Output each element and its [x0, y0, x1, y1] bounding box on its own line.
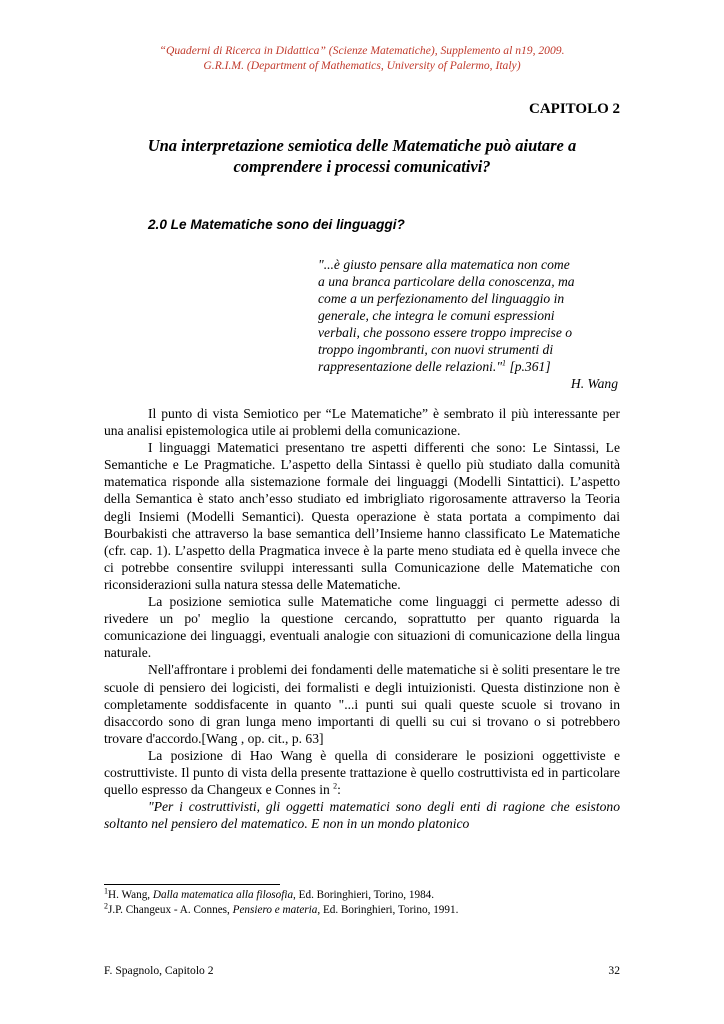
footnote-text: H. Wang, [108, 889, 153, 901]
quoted-paragraph: "Per i costruttivisti, gli oggetti matematici sono degli enti di ragione che esistono soltanto nel pensiero del matematico. E non in un mondo platonico [104, 799, 620, 832]
quote-line: a una branca particolare della conoscenza, ma [318, 274, 575, 289]
footnote-text: , Ed. Boringhieri, Torino, 1984. [293, 889, 435, 901]
quote-line-text: rappresentazione delle relazioni." [318, 359, 503, 374]
header-line-2: G.R.I.M. (Department of Mathematics, University of Palermo, Italy) [203, 59, 521, 72]
paragraph [104, 747, 620, 798]
header-line-1: “Quaderni di Ricerca in Didattica” (Scienze Matematiche), Supplemento al n19, 2009. [159, 44, 565, 57]
paragraph: I linguaggi Matematici presentano tre aspetti differenti che sono: Le Sintassi, Le Semantiche e Le Pragmatiche. L’aspetto della Sintassi è quello più studiato dalla comunità matematica risponde alla sistemazione formale dei linguaggi (Modelli Sintattici). L’aspetto della Semantica è stato anch’esso studiato ed imbrigliato rigorosamente attraverso la Teoria degli Insiemi (Modelli Semantici). Questa operazione è stata portata a compimento dai Bourbakisti che attraverso la base semantica dell’Insieme hanno classificato Le Matematiche (cfr. cap. 1). L’aspetto della Pragmatica invece è la parte meno studiata ed è quella invece che ci potrebbe consentire sviluppi interessanti sulla Comunicazione delle Matematiche con riconsiderazioni sulla natura stessa delle Matematiche. [104, 440, 620, 592]
footnote-book-title: Dalla matematica alla filosofia [152, 889, 294, 901]
quote-line: generale, che integra le comuni espressioni [318, 308, 555, 323]
quote-line: troppo ingombranti, con nuovi strumenti di [318, 342, 554, 357]
footnote-marker: 2 [333, 781, 338, 791]
quote-line: verbali, che possono essere troppo imprecise o [318, 325, 573, 340]
chapter-title-line-2: comprendere i processi comunicativi? [233, 157, 491, 176]
running-header [0, 43, 724, 73]
footnote-number: 2 [104, 900, 108, 910]
footnote-number: 1 [104, 886, 108, 896]
paragraph: Il punto di vista Semiotico per “Le Matematiche” è sembrato il più interessante per una analisi epistemologica utile ai problemi della comunicazione. [104, 406, 620, 439]
footnote-text: , Ed. Boringhieri, Torino, 1991. [317, 903, 459, 916]
chapter-title-line-1: Una interpretazione semiotica delle Matematiche può aiutare a [147, 136, 577, 155]
body-text [104, 405, 620, 832]
footnote-book-title: Pensiero e materia [232, 903, 318, 916]
paragraph: Nell'affrontare i problemi dei fondamenti delle matematiche si è soliti presentare le tre scuole di pensiero dei logicisti, dei formalisti e degli intuizionisti. Questa distinzione non è completamente soddisfacente in quanto "...i punti sui quali queste scuole si trovano in disaccordo sono di gran lunga meno importanti di quelli su cui si trovano o si potrebbero trovare d'accordo.[Wang , op. cit., p. 63] [104, 662, 620, 746]
paragraph: La posizione semiotica sulle Matematiche come linguaggi ci permette adesso di rivedere un po' meglio la questione cercando, soprattutto per quanto riguarda la comunicazione dei linguaggi, eventuali analogie con situazioni di comunicazione della lingua naturale. [104, 594, 620, 661]
footnote-divider [104, 884, 280, 885]
paragraph-text-end: : [337, 782, 341, 798]
footnote-2 [104, 900, 620, 918]
quote-citation: [p.361] [506, 359, 551, 374]
footer-author: F. Spagnolo, Capitolo 2 [104, 964, 214, 977]
quote-author: H. Wang [570, 376, 618, 391]
footnote-marker: 1 [502, 358, 507, 368]
quote-last-line [318, 358, 618, 375]
chapter-label: CAPITOLO 2 [529, 101, 620, 117]
chapter-title [104, 135, 620, 177]
footnote-text: J.P. Changeux - A. Connes, [108, 903, 233, 916]
epigraph-quote [318, 256, 618, 392]
page-number: 32 [608, 964, 620, 977]
paragraph-text: La posizione di Hao Wang è quella di considerare le posizioni oggettiviste e costruttiviste. Il punto di vista della presente trattazione è quello costruttivista ed in particolare quello espresso da Changeux e Connes in [104, 747, 620, 798]
quote-line: come a un perfezionamento del linguaggio in [318, 291, 565, 306]
quote-line: "...è giusto pensare alla matematica non come [318, 257, 570, 272]
footnotes [104, 888, 620, 917]
footnote-1 [104, 888, 620, 903]
section-heading: 2.0 Le Matematiche sono dei linguaggi? [148, 217, 405, 232]
